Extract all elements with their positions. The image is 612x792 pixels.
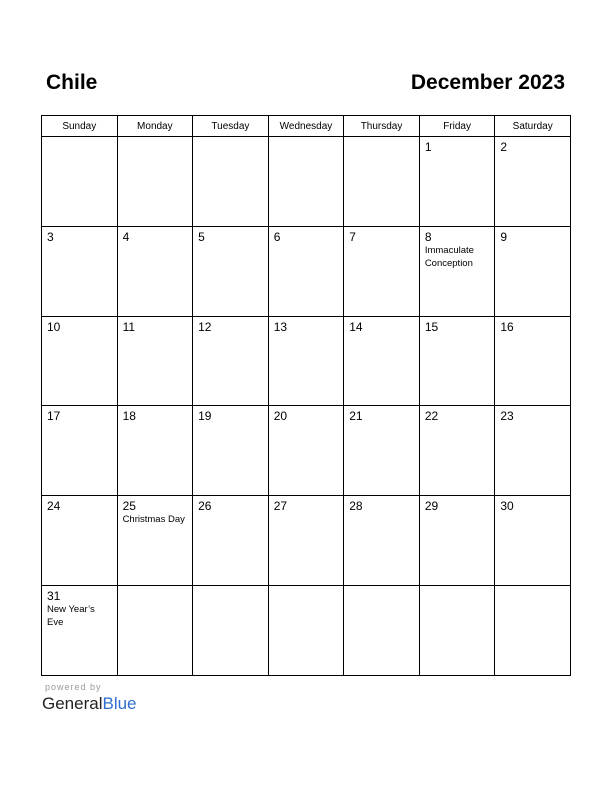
day-cell — [344, 406, 420, 496]
day-number: 20 — [273, 409, 288, 424]
day-cell — [419, 137, 495, 227]
day-cell — [344, 496, 420, 586]
weekday-header-row — [42, 116, 571, 137]
day-cell — [495, 137, 571, 227]
day-cell — [344, 316, 420, 406]
day-number: 3 — [47, 229, 54, 244]
day-cell — [193, 496, 269, 586]
week-row — [42, 316, 571, 406]
day-cell — [117, 226, 193, 316]
brand-logo — [42, 694, 137, 714]
day-number: 31 — [47, 588, 61, 603]
day-number: 12 — [198, 319, 212, 334]
week-row — [42, 585, 571, 675]
day-number: 5 — [198, 229, 205, 244]
day-cell — [419, 585, 495, 675]
brand-blue: Blue — [102, 694, 137, 713]
day-number: 16 — [500, 319, 514, 334]
country-title: Chile — [46, 71, 98, 94]
day-number: 30 — [500, 499, 514, 514]
day-cell — [117, 585, 193, 675]
day-number: 15 — [424, 319, 439, 334]
day-cell — [193, 316, 269, 406]
day-number: 21 — [349, 409, 363, 424]
brand-general: General — [42, 694, 103, 713]
day-cell — [42, 496, 118, 586]
day-number: 22 — [424, 409, 439, 424]
weekday-friday: Friday — [419, 116, 495, 137]
day-number: 26 — [198, 499, 212, 514]
holiday-label: Christmas Day — [122, 514, 185, 526]
day-cell — [495, 406, 571, 496]
day-number: 14 — [349, 319, 363, 334]
day-number: 8 — [424, 229, 432, 244]
holiday-label: Immaculate Conception — [424, 244, 474, 269]
day-cell — [268, 137, 344, 227]
weekday-sunday: Sunday — [42, 116, 118, 137]
day-number: 9 — [500, 229, 508, 244]
day-cell — [419, 406, 495, 496]
day-cell — [193, 137, 269, 227]
week-row — [42, 406, 571, 496]
week-row — [42, 226, 571, 316]
holiday-label: New Year’s Eve — [47, 603, 95, 628]
day-number: 6 — [273, 229, 281, 244]
weekday-saturday: Saturday — [495, 116, 571, 137]
month-title: December 2023 — [410, 71, 565, 94]
day-number: 13 — [273, 319, 288, 334]
day-number: 4 — [122, 229, 130, 244]
day-number: 28 — [349, 499, 363, 514]
day-cell — [42, 406, 118, 496]
powered-by-label: powered by — [45, 682, 102, 692]
day-cell — [42, 137, 118, 227]
day-cell — [495, 226, 571, 316]
day-cell — [419, 496, 495, 586]
day-number: 17 — [47, 409, 61, 424]
day-cell — [268, 585, 344, 675]
day-cell — [193, 406, 269, 496]
day-number: 2 — [500, 140, 508, 154]
week-row — [42, 137, 571, 227]
calendar-grid — [41, 115, 571, 676]
day-number: 19 — [198, 409, 212, 424]
day-cell — [193, 585, 269, 675]
weekday-wednesday: Wednesday — [268, 116, 344, 137]
week-row — [42, 496, 571, 586]
day-cell — [419, 226, 495, 316]
day-cell — [42, 316, 118, 406]
day-cell — [495, 496, 571, 586]
weekday-tuesday: Tuesday — [193, 116, 269, 137]
day-cell — [117, 406, 193, 496]
day-cell — [495, 316, 571, 406]
day-number: 23 — [500, 409, 514, 424]
day-cell — [268, 496, 344, 586]
day-cell — [268, 316, 344, 406]
day-cell — [193, 226, 269, 316]
day-cell — [419, 316, 495, 406]
day-number: 27 — [273, 499, 288, 514]
day-number: 10 — [47, 319, 61, 334]
weekday-thursday: Thursday — [344, 116, 420, 137]
day-cell — [117, 496, 193, 586]
weekday-monday: Monday — [117, 116, 193, 137]
day-number: 11 — [122, 319, 136, 334]
day-cell — [268, 406, 344, 496]
day-cell — [495, 585, 571, 675]
day-cell — [117, 316, 193, 406]
day-number: 24 — [47, 499, 61, 514]
day-cell — [344, 226, 420, 316]
day-cell — [344, 585, 420, 675]
day-number: 18 — [122, 409, 136, 424]
day-cell — [42, 226, 118, 316]
day-number: 29 — [424, 499, 439, 514]
day-cell — [117, 137, 193, 227]
day-cell — [42, 585, 118, 675]
day-cell — [344, 137, 420, 227]
day-cell — [268, 226, 344, 316]
day-number: 25 — [122, 499, 136, 514]
day-number: 7 — [349, 229, 356, 244]
day-number: 1 — [424, 140, 432, 154]
